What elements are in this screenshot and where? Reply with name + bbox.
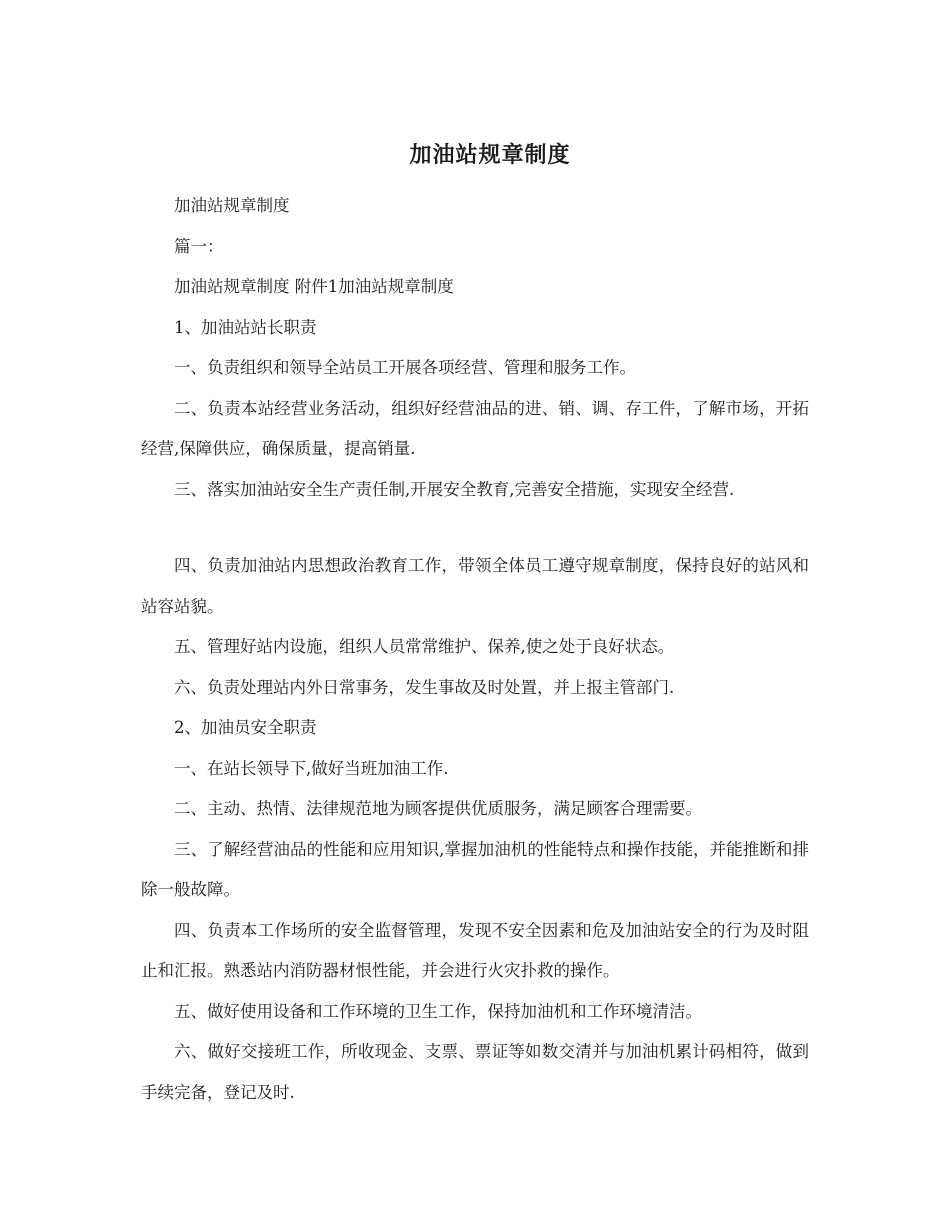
paragraph: 一、在站长领导下,做好当班加油工作. xyxy=(174,758,449,778)
paragraph: 三、落实加油站安全生产责任制,开展安全教育,完善安全措施，实现安全经营. xyxy=(174,479,735,499)
paragraph: 加油站规章制度 附件1加油站规章制度 xyxy=(174,277,454,296)
paragraph: 二、负责本站经营业务活动，组织好经营油品的进、销、调、存工件，了解市场，开拓经营,保障供应，确保质量，提高销量. xyxy=(141,398,809,458)
paragraph: 五、管理好站内设施，组织人员常常维护、保养,使之处于良好状态。 xyxy=(174,637,675,656)
paragraph: 四、负责加油站内思想政治教育工作，带领全体员工遵守规章制度，保持良好的站风和站容站貌。 xyxy=(141,556,809,616)
document-title: 加油站规章制度 xyxy=(409,142,571,168)
section-heading: 1、加油站站长职责 xyxy=(174,317,317,337)
paragraph: 一、负责组织和领导全站员工开展各项经营、管理和服务工作。 xyxy=(174,358,636,377)
section-heading: 2、加油员安全职责 xyxy=(174,718,317,737)
paragraph: 四、负责本工作场所的安全监督管理，发现不安全因素和危及加油站安全的行为及时阻止和汇报。熟悉站内消防器材恨性能，并会进行火灾扑救的操作。 xyxy=(141,920,809,980)
document-body xyxy=(141,186,809,1113)
paragraph: 五、做好使用设备和工作环境的卫生工作，保持加油机和工作环境清洁。 xyxy=(174,1001,702,1021)
paragraph: 加油站规章制度 xyxy=(174,196,290,215)
paragraph: 六、负责处理站内外日常事务，发生事故及时处置，并上报主管部门. xyxy=(174,677,675,697)
paragraph: 六、做好交接班工作，所收现金、支票、票证等如数交清并与加油机累计码相符，做到手续完备，登记及时. xyxy=(141,1042,809,1102)
paragraph: 篇一： xyxy=(174,236,224,256)
paragraph: 三、了解经营油品的性能和应用知识,掌握加油机的性能特点和操作技能，并能推断和排除一般故障。 xyxy=(141,839,809,899)
paragraph: 二、主动、热情、法律规范地为顾客提供优质服务，满足顾客合理需要。 xyxy=(174,799,702,818)
